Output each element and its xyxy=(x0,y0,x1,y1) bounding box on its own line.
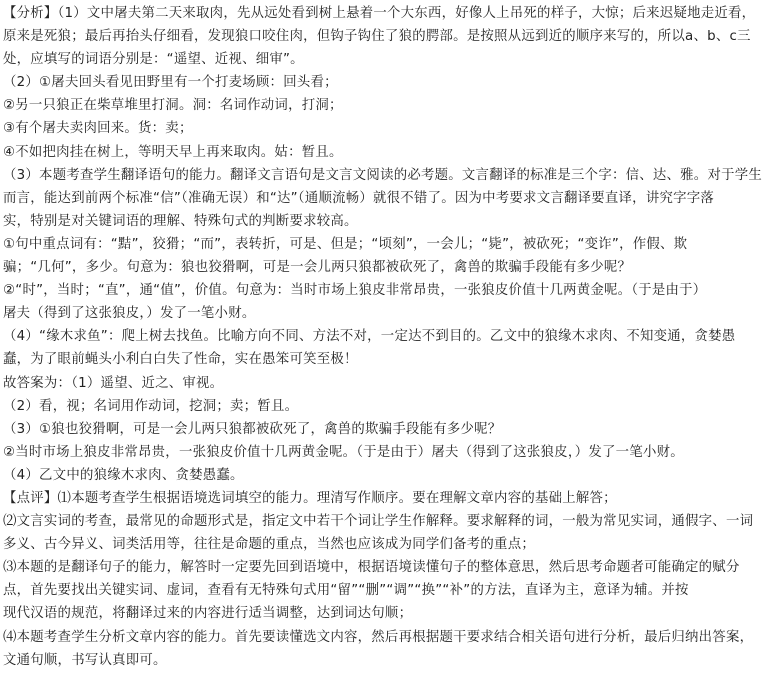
text-line: （4）“缘木求鱼”：爬上树去找鱼。比喻方向不同、方法不对，一定达不到目的。乙文中的狼缘木求肉、不知变通，贪婪愚 xyxy=(3,329,736,345)
text-line: ⑶本题的是翻译句子的能力，解答时一定要先回到语境中，根据语境读懂句子的整体意思，然后思考命题者可能确定的赋分 xyxy=(3,560,740,576)
text-line: ⑵文言实词的考查，最常见的命题形式是，指定文中若干个词让学生作解释。要求解释的词，一般为常见实词，通假字、一词 xyxy=(3,514,754,530)
text-line: 实，特别是对关键词语的理解、特殊句式的判断要求较高。 xyxy=(3,213,358,229)
text-line: ②“时”，当时；“直”，通“值”，价值。句意为：当时市场上狼皮非常昂贵，一张狼皮价值十几两黄金呢。（于是由于） xyxy=(3,283,707,299)
text-line: （2）①屠夫回头看见田野里有一个打麦场顾：回头看； xyxy=(3,75,338,91)
text-line: （3）本题考查学生翻译语句的能力。翻译文言语句是文言文阅读的必考题。文言翻译的标准是三个字：信、达、雅。对于学生 xyxy=(3,167,762,183)
text-line: ①句中重点词有：“黠”，狡猾；“而”，表转折，可是、但是；“顷刻”，一会儿；“毙”，被砍死；“变诈”，作假、欺 xyxy=(3,236,688,252)
text-line: 故答案为：（1）遥望、近之、审视。 xyxy=(3,375,224,391)
text-line: （3）①狼也狡猾啊，可是一会儿两只狼都被砍死了，禽兽的欺骗手段能有多少呢？ xyxy=(3,421,502,437)
text-line: ⑷本题考查学生分析文章内容的能力。首先要读懂选文内容，然后再根据题干要求结合相关语句进行分析，最后归纳出答案， xyxy=(3,629,754,645)
text-line: ②当时市场上狼皮非常昂贵，一张狼皮价值十几两黄金呢。（于是由于）屠夫（得到了这张狼皮，）发了一笔小财。 xyxy=(3,444,684,460)
text-line: 原来是死狼；最后再抬头仔细看，发现狼口咬住肉，但钩子钩住了狼的腭部。是按照从远到近的顺序来写的，所以a、b、c三 xyxy=(3,29,751,45)
text-line: 现代汉语的规范，将翻译过来的内容进行适当调整，达到词达句顺； xyxy=(3,606,413,622)
text-line: 点，首先要找出关键实词、虚词，查看有无特殊句式用“留”“删”“调”“换”“补”的方法，直译为主，意译为辅。并按 xyxy=(3,583,689,599)
text-line: （4）乙文中的狼缘木求肉、贪婪愚蠢。 xyxy=(3,467,244,483)
text-line: 文通句顺，书写认真即可。 xyxy=(3,652,167,668)
text-line: 屠夫（得到了这张狼皮，）发了一笔小财。 xyxy=(3,306,256,322)
text-line: 处，应填写的词语分别是：“遥望、近视、细审”。 xyxy=(3,52,304,68)
text-line: （2）看，视；名词用作动词，挖洞；卖；暂且。 xyxy=(3,398,299,414)
text-line: 【分析】（1）文中屠夫第二天来取肉，先从远处看到树上悬着一个大东西，好像人上吊死的样子，大惊；后来迟疑地走近看， xyxy=(3,6,756,21)
text-line: ④不如把肉挂在树上，等明天早上再来取肉。姑：暂且。 xyxy=(3,144,343,160)
text-line: 【点评】⑴本题考查学生根据语境选词填空的能力。理清写作顺序。要在理解文章内容的基础上解答； xyxy=(3,490,617,506)
text-line: 而言，能达到前两个标准“信”（准确无误）和“达”（通顺流畅）就很不错了。因为中考要求文言翻译要直译，讲究字字落 xyxy=(3,190,715,206)
text-line: 多义、古今异义、词类活用等，往往是命题的重点，当然也应该成为同学们备考的重点； xyxy=(3,537,535,553)
text-line: 骗；“几何”，多少。句意为：狼也狡猾啊，可是一会儿两只狼都被砍死了，禽兽的欺骗手段能有多少呢？ xyxy=(3,260,632,276)
text-line: 蠢，为了眼前蝇头小利白白失了性命，实在愚笨可笑至极！ xyxy=(3,352,358,368)
text-line: ②另一只狼正在柴草堆里打洞。洞：名词作动词，打洞； xyxy=(3,98,343,114)
text-line: ③有个屠夫卖肉回来。货：卖； xyxy=(3,121,193,137)
